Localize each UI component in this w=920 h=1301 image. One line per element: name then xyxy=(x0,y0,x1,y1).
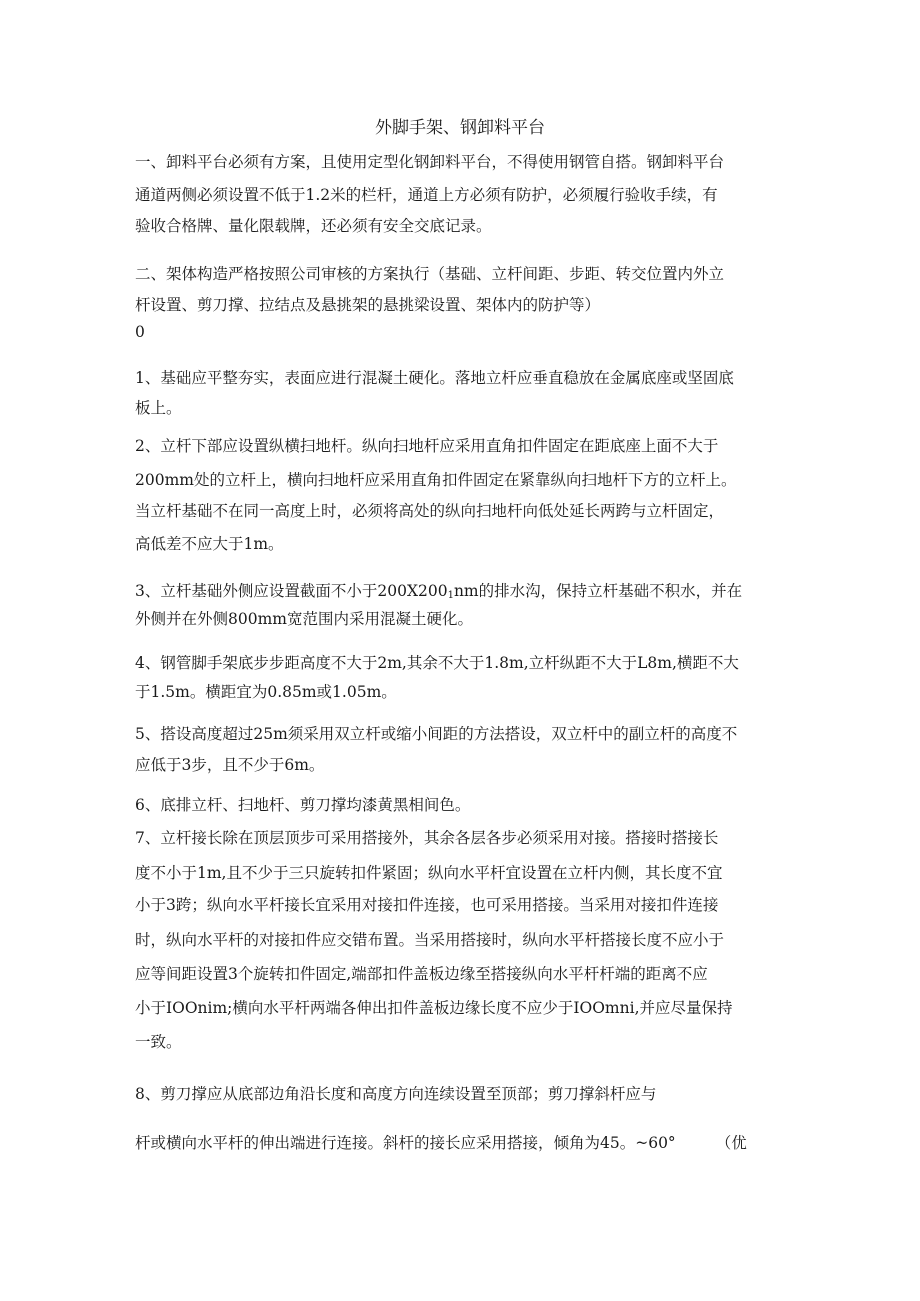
text-fragment: 杆或横向水平杆的伸出端进行连接。斜杆的接长应采用搭接，倾角为45。~60° xyxy=(135,1134,676,1152)
text-line: 2、立杆下部应设置纵横扫地杆。纵向扫地杆应采用直角扣件固定在距底座上面不大于 xyxy=(135,437,719,455)
text-line: 杆设置、剪刀撑、拉结点及悬挑架的悬挑梁设置、架体内的防护等） xyxy=(135,296,601,314)
text-line: 通道两侧必须设置不低于1.2米的栏杆，通道上方必须有防护，必须履行验收手续，有 xyxy=(135,186,718,204)
text-line: 200mm处的立杆上，横向扫地杆应采用直角扣件固定在紧靠纵向扫地杆下方的立杆上。 xyxy=(135,471,737,489)
subscript-mark: 1 xyxy=(447,590,454,601)
text-fragment: （优 xyxy=(715,1134,747,1152)
text-fragment: 3、立杆基础外侧应设置截面不小于200X200 xyxy=(135,582,448,600)
text-line: 4、钢管脚手架底步步距高度不大于2m,其余不大于1.8m,立杆纵距不大于L8m,横距不大 xyxy=(135,654,739,672)
text-line: 度不小于1m,且不少于三只旋转扣件紧固；纵向水平杆宜设置在立杆内侧，其长度不宜 xyxy=(135,864,723,882)
text-line xyxy=(135,579,742,608)
text-line: 1、基础应平整夯实，表面应进行混凝土硬化。落地立杆应垂直稳放在金属底座或坚固底 xyxy=(135,369,734,387)
text-line: 一致。 xyxy=(135,1033,182,1051)
text-line: 验收合格牌、量化限载牌，还必须有安全交底记录。 xyxy=(135,217,492,235)
text-line: 0 xyxy=(135,323,145,341)
text-line: 高低差不应大于1m。 xyxy=(135,535,284,553)
text-line: 应低于3步，且不少于6m。 xyxy=(135,756,325,774)
text-line: 应等间距设置3个旋转扣件固定,端部扣件盖板边缘至搭接纵向水平杆杆端的距离不应 xyxy=(135,965,708,983)
text-line: 8、剪刀撑应从底部边角沿长度和高度方向连续设置至顶部；剪刀撑斜杆应与 xyxy=(135,1085,657,1103)
text-fragment: nm的排水沟，保持立杆基础不积水，并在 xyxy=(453,582,743,600)
text-line: 外侧并在外侧800mm宽范围内采用混凝土硬化。 xyxy=(135,610,473,628)
text-line xyxy=(135,1131,747,1155)
text-line: 小于3跨；纵向水平杆接长宜采用对接扣件连接，也可采用搭接。当采用对接扣件连接 xyxy=(135,896,719,914)
text-line: 6、底排立杆、扫地杆、剪刀撑均漆黄黑相间色。 xyxy=(135,796,471,814)
text-line: 7、立杆接长除在顶层顶步可采用搭接外，其余各层各步必须采用对接。搭接时搭接长 xyxy=(135,829,719,847)
text-line: 板上。 xyxy=(135,399,182,417)
text-line: 当立杆基础不在同一高度上时，必须将高处的纵向扫地杆向低处延长两跨与立杆固定， xyxy=(135,502,725,520)
text-line: 于1.5m。横距宜为0.85m或1.05m。 xyxy=(135,683,397,701)
text-line: 时，纵向水平杆的对接扣件应交错布置。当采用搭接时，纵向水平杆搭接长度不应小于 xyxy=(135,931,725,949)
text-line: 一、卸料平台必须有方案，且使用定型化钢卸料平台，不得使用钢管自搭。钢卸料平台 xyxy=(135,153,725,171)
page-title: 外脚手架、钢卸料平台 xyxy=(375,118,545,138)
text-line: 5、搭设高度超过25m须采用双立杆或缩小间距的方法搭设，双立杆中的副立杆的高度不 xyxy=(135,725,738,743)
text-line: 小于IOOnim;横向水平杆两端各伸出扣件盖板边缘长度不应少于IOOmni,并应尽量保持 xyxy=(135,999,733,1017)
text-line: 二、架体构造严格按照公司审核的方案执行（基础、立杆间距、步距、转交位置内外立 xyxy=(135,265,725,283)
